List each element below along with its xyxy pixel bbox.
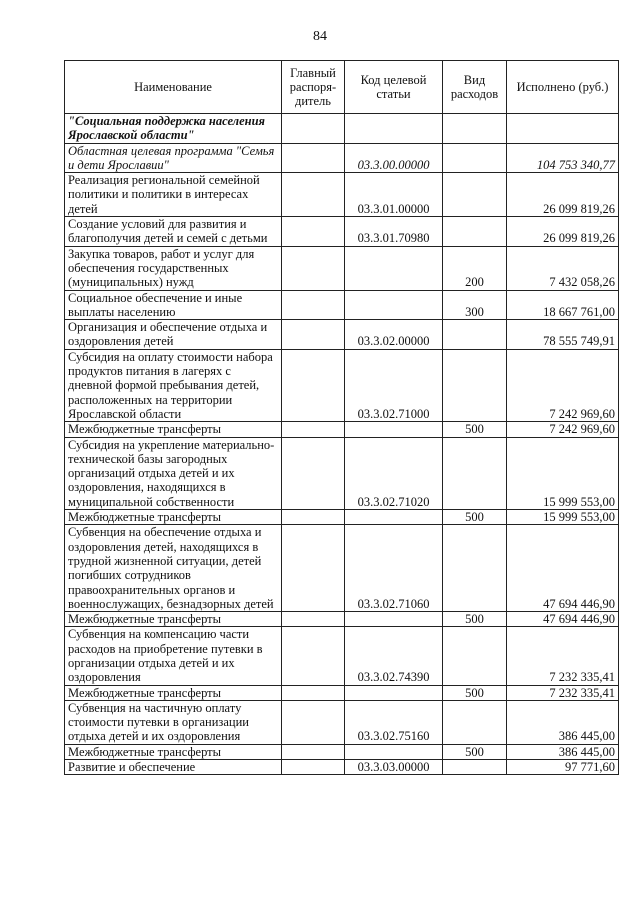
- row-type: 500: [443, 744, 507, 759]
- row-code: [345, 114, 443, 144]
- table-row: [65, 114, 619, 144]
- table-row: [65, 246, 619, 290]
- row-amount: 78 555 749,91: [507, 320, 619, 350]
- header-executed: Исполнено (руб.): [507, 61, 619, 114]
- table-row: [65, 700, 619, 744]
- row-code: [345, 685, 443, 700]
- row-code: [345, 510, 443, 525]
- row-amount: 7 242 969,60: [507, 422, 619, 437]
- row-chief: [282, 217, 345, 247]
- row-amount: 15 999 553,00: [507, 437, 619, 509]
- row-type: [443, 437, 507, 509]
- row-type: [443, 143, 507, 173]
- row-chief: [282, 627, 345, 685]
- table-row: [65, 685, 619, 700]
- row-amount: 7 232 335,41: [507, 685, 619, 700]
- row-chief: [282, 510, 345, 525]
- header-code: Код целевой статьи: [345, 61, 443, 114]
- row-code: 03.3.02.74390: [345, 627, 443, 685]
- row-chief: [282, 143, 345, 173]
- row-chief: [282, 685, 345, 700]
- row-amount: 7 432 058,26: [507, 246, 619, 290]
- row-type: [443, 217, 507, 247]
- row-chief: [282, 349, 345, 421]
- row-type: 500: [443, 685, 507, 700]
- row-type: [443, 114, 507, 144]
- row-type: 500: [443, 612, 507, 627]
- header-chief: Главный распоря-дитель: [282, 61, 345, 114]
- row-chief: [282, 422, 345, 437]
- row-amount: 7 232 335,41: [507, 627, 619, 685]
- row-name: Межбюджетные трансферты: [65, 685, 282, 700]
- row-amount: 26 099 819,26: [507, 217, 619, 247]
- row-name: Закупка товаров, работ и услуг для обеспечения государственных (муниципальных) нужд: [65, 246, 282, 290]
- row-code: 03.3.01.00000: [345, 173, 443, 217]
- table-row: [65, 290, 619, 320]
- row-chief: [282, 173, 345, 217]
- table-body: [65, 114, 619, 775]
- table-row: [65, 349, 619, 421]
- row-type: 200: [443, 246, 507, 290]
- row-name: Межбюджетные трансферты: [65, 422, 282, 437]
- table-row: [65, 510, 619, 525]
- row-name: Межбюджетные трансферты: [65, 510, 282, 525]
- table-row: [65, 437, 619, 509]
- row-chief: [282, 700, 345, 744]
- row-code: [345, 612, 443, 627]
- row-amount: 7 242 969,60: [507, 349, 619, 421]
- row-code: 03.3.02.71020: [345, 437, 443, 509]
- row-code: [345, 744, 443, 759]
- table-row: [65, 525, 619, 612]
- header-type: Вид расходов: [443, 61, 507, 114]
- row-amount: 386 445,00: [507, 700, 619, 744]
- page-number: 84: [313, 29, 327, 44]
- table-row: [65, 744, 619, 759]
- row-type: [443, 525, 507, 612]
- table-row: [65, 760, 619, 775]
- row-code: 03.3.01.70980: [345, 217, 443, 247]
- row-chief: [282, 525, 345, 612]
- row-chief: [282, 437, 345, 509]
- row-chief: [282, 612, 345, 627]
- row-name: Субвенция на частичную оплату стоимости путевки в организации отдыха детей и их оздоровления: [65, 700, 282, 744]
- row-type: 500: [443, 510, 507, 525]
- row-chief: [282, 320, 345, 350]
- row-name: Субсидия на оплату стоимости набора продуктов питания в лагерях с дневной формой пребывания детей, расположенных на территории Ярославской области: [65, 349, 282, 421]
- row-code: 03.3.02.00000: [345, 320, 443, 350]
- header-row: [65, 61, 619, 114]
- row-name: Областная целевая программа "Семья и дети Ярославии": [65, 143, 282, 173]
- row-amount: 386 445,00: [507, 744, 619, 759]
- header-name: Наименование: [65, 61, 282, 114]
- row-name: Субвенция на обеспечение отдыха и оздоровления детей, находящихся в трудной жизненной ситуации, детей погибших сотрудников правоохранительных органов и военнослужащих, безнадзорных детей: [65, 525, 282, 612]
- row-type: [443, 349, 507, 421]
- row-amount: 47 694 446,90: [507, 612, 619, 627]
- row-name: Реализация региональной семейной политики и политики в интересах детей: [65, 173, 282, 217]
- row-code: 03.3.02.71000: [345, 349, 443, 421]
- row-code: [345, 246, 443, 290]
- row-type: [443, 760, 507, 775]
- row-chief: [282, 114, 345, 144]
- row-amount: 18 667 761,00: [507, 290, 619, 320]
- table-row: [65, 612, 619, 627]
- row-type: [443, 320, 507, 350]
- row-type: 500: [443, 422, 507, 437]
- row-amount: 97 771,60: [507, 760, 619, 775]
- row-name: "Социальная поддержка населения Ярославской области": [65, 114, 282, 144]
- row-type: [443, 627, 507, 685]
- row-amount: 104 753 340,77: [507, 143, 619, 173]
- row-name: Межбюджетные трансферты: [65, 744, 282, 759]
- row-type: [443, 173, 507, 217]
- row-amount: 26 099 819,26: [507, 173, 619, 217]
- row-amount: 15 999 553,00: [507, 510, 619, 525]
- row-amount: 47 694 446,90: [507, 525, 619, 612]
- table-row: [65, 173, 619, 217]
- budget-table: [64, 60, 619, 775]
- row-code: 03.3.02.71060: [345, 525, 443, 612]
- row-name: Развитие и обеспечение: [65, 760, 282, 775]
- table-row: [65, 217, 619, 247]
- row-name: Межбюджетные трансферты: [65, 612, 282, 627]
- row-amount: [507, 114, 619, 144]
- row-code: 03.3.03.00000: [345, 760, 443, 775]
- row-type: [443, 700, 507, 744]
- row-type: 300: [443, 290, 507, 320]
- row-name: Создание условий для развития и благополучия детей и семей с детьми: [65, 217, 282, 247]
- row-name: Организация и обеспечение отдыха и оздоровления детей: [65, 320, 282, 350]
- table-row: [65, 320, 619, 350]
- row-code: 03.3.02.75160: [345, 700, 443, 744]
- row-name: Социальное обеспечение и иные выплаты населению: [65, 290, 282, 320]
- row-chief: [282, 290, 345, 320]
- row-chief: [282, 760, 345, 775]
- row-name: Субсидия на укрепление материально-технической базы загородных организаций отдыха детей и их оздоровления, находящихся в муниципальной собственности: [65, 437, 282, 509]
- row-code: 03.3.00.00000: [345, 143, 443, 173]
- table-row: [65, 627, 619, 685]
- row-chief: [282, 744, 345, 759]
- table-row: [65, 143, 619, 173]
- row-name: Субвенция на компенсацию части расходов на приобретение путевки в организации отдыха детей и их оздоровления: [65, 627, 282, 685]
- row-chief: [282, 246, 345, 290]
- row-code: [345, 290, 443, 320]
- table-row: [65, 422, 619, 437]
- row-code: [345, 422, 443, 437]
